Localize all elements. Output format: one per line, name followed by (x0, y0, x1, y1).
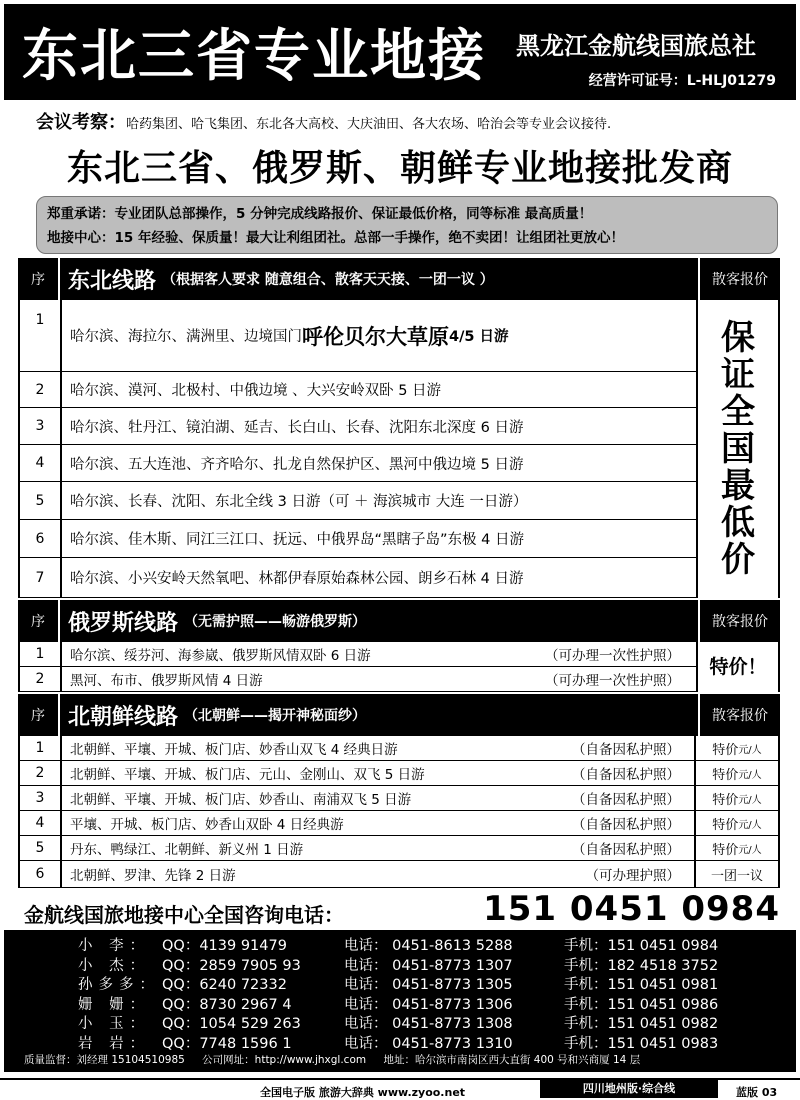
route-row (20, 736, 696, 761)
route-row (20, 836, 696, 861)
route-stops: 哈尔滨、牡丹江、镜泊湖、延吉、长白山、长春、沈阳东北深度 6 日游 (70, 419, 524, 436)
price-column (696, 300, 778, 598)
northeast-header (18, 258, 780, 300)
price-unit: 元/人 (738, 794, 762, 806)
route-stops: 哈尔滨、佳木斯、同江三江口、抚远、中俄界岛“黑瞎子岛”东极 4 日游 (70, 532, 524, 548)
route-text: 丹东、鸭绿江、北朝鲜、新义州 1 日游 (70, 842, 304, 858)
contact-qq: QQ：1054 529 263 (162, 1016, 301, 1032)
route-stops: 哈尔滨、漠河、北极村、中俄边境 、大兴安岭双卧 5 日游 (70, 383, 442, 399)
seq-header: 序 (18, 258, 60, 300)
guarantee-char: 证 (721, 354, 755, 395)
route-days: 4/5 日游 (449, 329, 509, 345)
contact-qq: QQ：6240 72332 (162, 977, 287, 993)
route-stops: 哈尔滨、长春、沈阳、东北全线 3 日游（可 ＋ 海滨城市 大连 一日游） (70, 494, 528, 510)
promise-line-2: 地接中心：15 年经验、保质量！最大让利组团社。总部一手操作，绝不卖团！让组团社更放心！ (47, 230, 624, 246)
special-price: 特价！ (709, 655, 767, 678)
contact-row (4, 934, 796, 954)
route-stops: 哈尔滨、海拉尔、满洲里、边境国门 (70, 329, 302, 345)
passport-note: （可办理护照） (585, 868, 680, 884)
website: 公司网址：http://www.jhxgl.com (202, 1054, 367, 1066)
contact-row (4, 1032, 796, 1052)
contacts-block (4, 930, 796, 1072)
contact-name: 小 李： (78, 938, 151, 954)
route-row (20, 372, 696, 408)
route-price (694, 836, 778, 861)
route-price (694, 761, 778, 786)
price-label: 一团一议 (710, 868, 763, 884)
route-row (20, 861, 696, 888)
price-label: 特价 (712, 767, 739, 783)
contact-qq: QQ：8730 2967 4 (162, 996, 292, 1013)
route-number: 2 (20, 761, 62, 785)
route-row (20, 667, 696, 692)
route-row (20, 811, 696, 836)
contact-name: 孙多多： (78, 977, 160, 993)
route-row (20, 558, 696, 598)
hotline (14, 891, 786, 931)
price-label: 特价 (712, 817, 739, 833)
publication-info: 全国电子版 旅游大辞典 www.zyoo.net (260, 1086, 466, 1099)
main-title: 东北三省专业地接 (22, 24, 486, 89)
route-text: 平壤、开城、板门店、妙香山双卧 4 日经典游 (70, 817, 344, 833)
supervisor: 质量监督：刘经理 15104510985 (24, 1054, 185, 1066)
route-text (70, 558, 523, 597)
passport-note: （自备因私护照） (572, 817, 680, 833)
route-number: 4 (20, 445, 62, 481)
contact-phone: 电话： 0451-8773 1306 (344, 996, 513, 1013)
contact-mobile: 手机：182 4518 3752 (564, 957, 719, 974)
northeast-subtitle: （根据客人要求 随意组合、散客天天接、一团一议 ） (162, 272, 494, 288)
route-row (20, 786, 696, 811)
route-number: 3 (20, 408, 62, 444)
price-label: 特价 (712, 742, 739, 758)
bottom-strip (0, 1078, 800, 1100)
route-number: 6 (20, 861, 62, 887)
guarantee-char: 保 (721, 317, 755, 358)
route-text (70, 300, 509, 371)
contact-row (4, 1012, 796, 1032)
route-text: 哈尔滨、绥芬河、海参崴、俄罗斯风情双卧 6 日游 (70, 648, 371, 664)
korea-subtitle: （北朝鲜——揭开神秘面纱） (184, 708, 367, 724)
price-unit: 元/人 (738, 819, 762, 831)
contact-mobile: 手机：151 0451 0986 (564, 996, 719, 1013)
northeast-routes (18, 300, 780, 598)
route-text (70, 445, 523, 481)
seq-header: 序 (18, 694, 60, 736)
route-price (694, 811, 778, 836)
route-number: 3 (20, 786, 62, 810)
promise-box (36, 196, 778, 254)
price-column (696, 642, 778, 692)
price-header: 散客报价 (698, 694, 780, 736)
contact-mobile: 手机：151 0451 0981 (564, 977, 719, 993)
wholesale-headline: 东北三省、俄罗斯、朝鲜专业地接批发商 (66, 148, 733, 189)
route-number: 7 (20, 558, 62, 597)
route-text: 北朝鲜、罗津、先锋 2 日游 (70, 868, 236, 884)
route-number: 1 (20, 300, 62, 371)
contact-phone: 电话： 0451-8773 1308 (344, 1016, 513, 1032)
route-row (20, 300, 696, 372)
promise-line-1: 郑重承诺：专业团队总部操作，5 分钟完成线路报价、保证最低价格，同等标准 最高质量！ (47, 206, 593, 222)
route-number: 6 (20, 520, 62, 557)
route-number: 1 (20, 642, 62, 666)
license-number: 经营许可证号：L-HLJ01279 (588, 73, 776, 89)
route-text: 北朝鲜、平壤、开城、板门店、元山、金刚山、双飞 5 日游 (70, 767, 425, 783)
passport-note: （自备因私护照） (572, 742, 680, 758)
route-text (70, 408, 523, 444)
contact-row (4, 973, 796, 993)
northeast-title: 东北线路 (68, 268, 157, 294)
route-text (70, 372, 441, 407)
route-price (694, 786, 778, 811)
russia-subtitle: （无需护照——畅游俄罗斯） (184, 614, 367, 630)
route-row (20, 408, 696, 445)
meeting-label: 会议考察： (36, 112, 126, 133)
korea-header (18, 694, 780, 736)
price-unit: 元/人 (738, 769, 762, 781)
contact-qq: QQ：7748 1596 1 (162, 1035, 292, 1052)
seq-header: 序 (18, 600, 60, 642)
price-label: 特价 (712, 792, 739, 808)
guarantee-char: 低 (721, 502, 755, 543)
guarantee-char: 全 (721, 391, 755, 432)
contact-phone: 电话： 0451-8773 1305 (344, 977, 513, 993)
russia-title: 俄罗斯线路 (68, 610, 179, 636)
contact-qq: QQ：4139 91479 (162, 938, 287, 954)
meeting-text: 哈药集团、哈飞集团、东北各大高校、大庆油田、各大农场、哈治会等专业会议接待. (126, 117, 612, 132)
route-number: 2 (20, 372, 62, 407)
contact-name: 小 玉： (78, 1016, 151, 1032)
passport-note: （可办理一次性护照） (545, 648, 680, 664)
route-stops: 哈尔滨、小兴安岭天然氧吧、林都伊春原始森林公园、朗乡石林 4 日游 (70, 571, 524, 587)
passport-note: （自备因私护照） (572, 792, 680, 808)
contact-phone: 电话： 0451-8773 1310 (344, 1035, 513, 1052)
route-row (20, 482, 696, 520)
guarantee-char: 价 (721, 539, 755, 580)
route-text: 黑河、布市、俄罗斯风情 4 日游 (70, 673, 263, 689)
passport-note: （自备因私护照） (572, 767, 680, 783)
route-price (694, 736, 778, 761)
hotline-label: 金航线国旅地接中心全国咨询电话： (24, 903, 344, 927)
route-row (20, 642, 696, 667)
contact-qq: QQ：2859 7905 93 (162, 957, 301, 974)
contact-name: 小 杰： (78, 957, 151, 974)
korea-routes (18, 736, 780, 888)
contact-mobile: 手机：151 0451 0983 (564, 1035, 719, 1052)
hotline-number: 151 0451 0984 (483, 889, 780, 929)
address: 地址：哈尔滨市南岗区西大直街 400 号和兴商厦 14 层 (383, 1054, 641, 1066)
agency-name: 黑龙江金航线国旅总社 (516, 32, 756, 60)
footer-info (24, 1052, 784, 1067)
russia-routes (18, 642, 780, 692)
route-number: 2 (20, 667, 62, 691)
contact-row (4, 954, 796, 974)
russia-header (18, 600, 780, 642)
route-highlight: 呼伦贝尔大草原 (302, 324, 449, 349)
route-row (20, 761, 696, 786)
passport-note: （可办理一次性护照） (545, 673, 680, 689)
route-row (20, 520, 696, 558)
route-text (70, 520, 524, 557)
guarantee-char: 国 (721, 428, 755, 469)
edition-label: 四川地州版·综合线 (540, 1080, 718, 1098)
korea-title: 北朝鲜线路 (68, 704, 179, 730)
route-text (70, 482, 527, 519)
route-stops: 哈尔滨、五大连池、齐齐哈尔、扎龙自然保护区、黑河中俄边境 5 日游 (70, 456, 524, 473)
route-number: 4 (20, 811, 62, 835)
contact-name: 岩 岩： (78, 1035, 151, 1052)
route-number: 5 (20, 836, 62, 860)
contact-phone: 电话： 0451-8773 1307 (344, 957, 513, 974)
route-price (694, 861, 778, 888)
route-number: 5 (20, 482, 62, 519)
header-banner (4, 4, 796, 100)
contact-mobile: 手机：151 0451 0984 (564, 938, 719, 954)
lowest-price-guarantee (698, 300, 778, 598)
contact-mobile: 手机：151 0451 0982 (564, 1016, 719, 1032)
price-label: 特价 (712, 842, 739, 858)
page-label: 蓝版 03 (736, 1086, 778, 1099)
meeting-line (36, 108, 776, 134)
price-unit: 元/人 (738, 744, 762, 756)
contact-row (4, 993, 796, 1013)
passport-note: （自备因私护照） (572, 842, 680, 858)
contact-phone: 电话： 0451-8613 5288 (344, 938, 513, 954)
route-number: 1 (20, 736, 62, 760)
route-text: 北朝鲜、平壤、开城、板门店、妙香山双飞 4 经典日游 (70, 742, 398, 758)
route-text: 北朝鲜、平壤、开城、板门店、妙香山、南浦双飞 5 日游 (70, 792, 412, 808)
route-row (20, 445, 696, 482)
price-header: 散客报价 (698, 258, 780, 300)
price-unit: 元/人 (738, 844, 762, 856)
guarantee-char: 最 (721, 465, 755, 506)
price-header: 散客报价 (698, 600, 780, 642)
contact-name: 姗 姗： (78, 996, 151, 1013)
